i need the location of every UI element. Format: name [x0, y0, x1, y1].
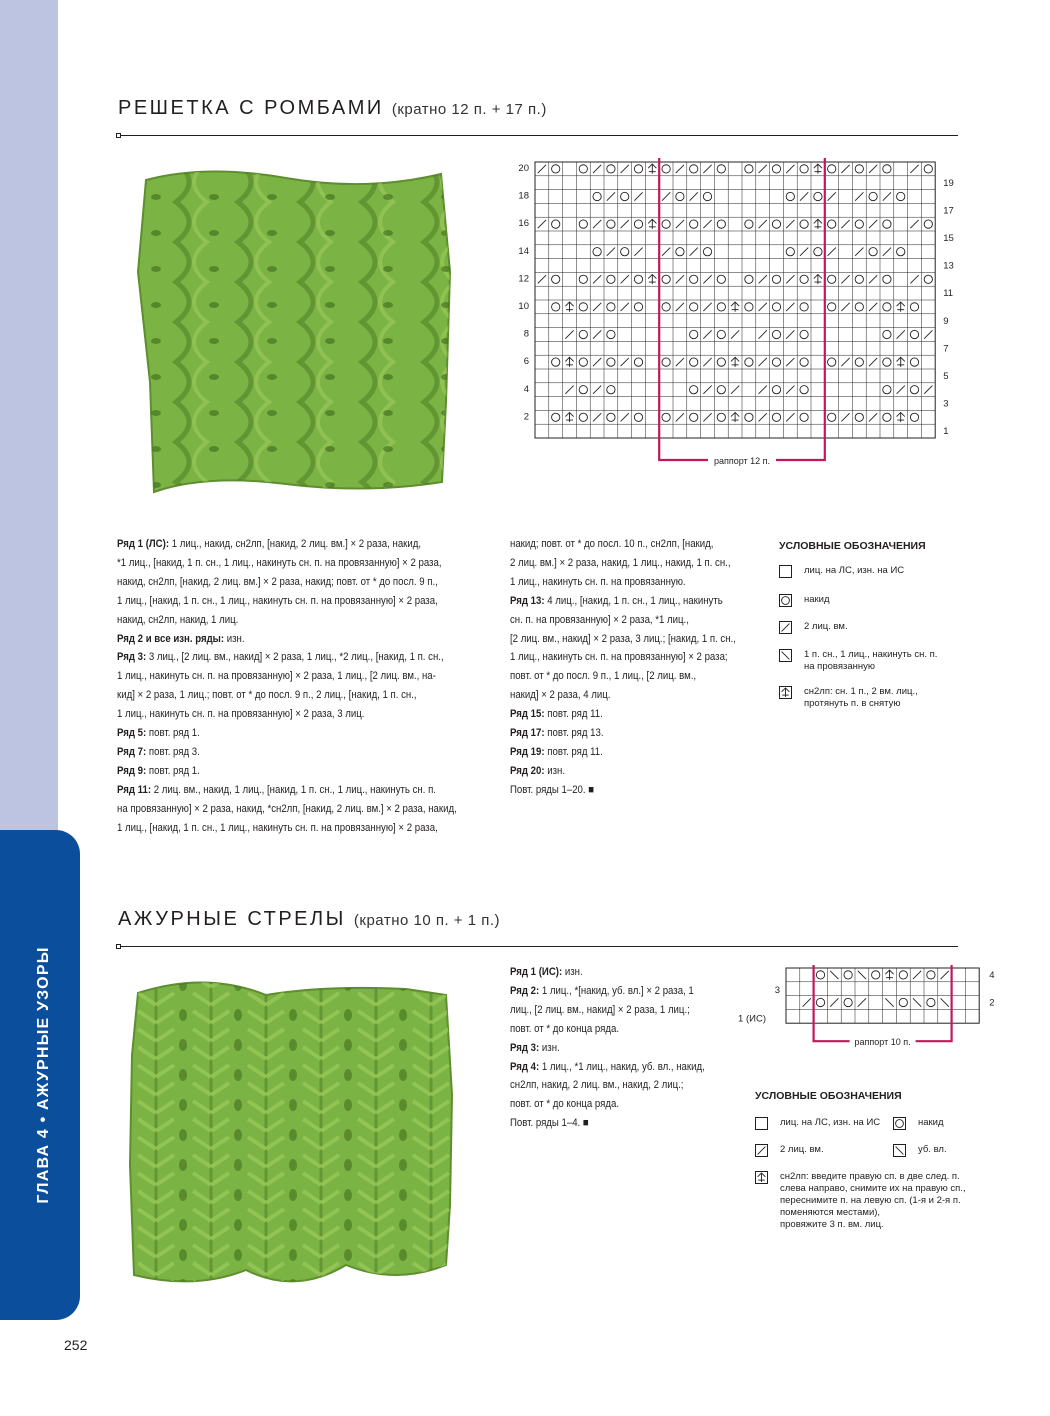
row-text: 2 лиц. вм., накид, 1 лиц., [накид, 1 п. сн., 1 лиц., накинуть сн. п.	[151, 783, 436, 796]
legend-text: слева направо, снимите их на правую сп.,	[780, 1183, 966, 1194]
chart-row-label: 15	[943, 233, 954, 244]
instruction-line	[510, 724, 736, 743]
instruction-line	[117, 724, 457, 743]
row-text: повт. ряд 11.	[544, 708, 603, 721]
legend-item	[755, 1144, 824, 1157]
chart-row-label: 2	[523, 411, 529, 423]
row-text: повт. от * до конца ряда.	[510, 1022, 620, 1035]
pattern1-rule	[118, 135, 958, 136]
row-label: Ряд 17:	[510, 727, 545, 740]
row-label: Ряд 4:	[510, 1060, 540, 1073]
chart-grid	[786, 968, 979, 1023]
instruction-line	[510, 982, 705, 1001]
instruction-line	[117, 819, 457, 838]
sidebar-light-band	[0, 0, 58, 830]
row-text: повт. ряд 1.	[146, 764, 200, 777]
row-text: изн.	[544, 764, 566, 777]
legend-text: накид	[804, 594, 830, 605]
legend-text: провяжите 3 п. вм. лиц.	[780, 1219, 884, 1230]
row-text: повт. ряд 1.	[146, 727, 200, 740]
instruction-line	[510, 781, 736, 800]
pattern2-title	[118, 908, 500, 931]
instruction-line	[510, 1076, 705, 1095]
row-label: Ряд 19:	[510, 745, 545, 758]
instruction-line	[117, 781, 457, 800]
rule-dot	[116, 944, 121, 949]
pattern2-multiple: (кратно 10 п. + 1 п.)	[353, 912, 501, 929]
chart-row-label: 16	[518, 218, 529, 230]
row-text: Повт. ряды 1–4. ■	[510, 1117, 589, 1130]
row-text: повт. ряд 13.	[544, 727, 604, 740]
chart-row-label: 3	[774, 984, 780, 996]
pattern1-chart	[500, 160, 970, 470]
row-text: изн.	[562, 966, 583, 978]
instruction-line	[117, 800, 457, 819]
pattern1-swatch-svg	[116, 152, 468, 510]
row-text: [2 лиц. вм., накид] × 2 раза, 3 лиц.; [накид, 1 п. сн.,	[510, 632, 736, 645]
row-text: 1 лиц., *1 лиц., накид, уб. вл., накид,	[539, 1060, 705, 1073]
legend-text: 1 п. сн., 1 лиц., накинуть сн. п.	[804, 649, 938, 660]
row-label: Ряд 1 (ИС):	[510, 966, 563, 978]
instruction-line	[510, 705, 736, 724]
instruction-line	[510, 1020, 705, 1039]
instruction-line	[510, 1095, 705, 1114]
instruction-line	[510, 667, 736, 686]
chart-row-label: 2	[989, 997, 995, 1009]
row-text: 1 лиц., *[накид, уб. вл.] × 2 раза, 1	[539, 984, 694, 997]
pattern1-title	[118, 97, 547, 120]
instruction-line	[510, 963, 705, 982]
instruction-line	[510, 554, 736, 573]
row-text: лиц., [2 лиц. вм., накид] × 2 раза, 1 лиц.;	[510, 1003, 690, 1016]
row-label: Ряд 3:	[117, 651, 147, 664]
row-text: 2 лиц. вм.] × 2 раза, накид, 1 лиц., накид, 1 п. сн.,	[510, 556, 731, 569]
row-label: Ряд 11:	[117, 783, 152, 796]
row-label: Ряд 7:	[117, 745, 147, 758]
pattern2-title-text: АЖУРНЫЕ СТРЕЛЫ	[118, 908, 346, 930]
legend-item	[779, 621, 848, 634]
instruction-line	[117, 686, 457, 705]
pattern1-legend-title: УСЛОВНЫЕ ОБОЗНАЧЕНИЯ	[779, 540, 926, 552]
row-text: сн2лп, накид, 2 лиц. вм., накид, 2 лиц.;	[510, 1079, 684, 1092]
legend-text: 2 лиц. вм.	[804, 621, 848, 632]
row-text: *1 лиц., [накид, 1 п. сн., 1 лиц., накинуть сн. п. на провязанную] × 2 раза,	[117, 556, 442, 569]
k2tog-symbol	[779, 621, 792, 634]
repeat-label: раппорт 10 п.	[854, 1037, 911, 1048]
chart-row-label: 5	[943, 371, 949, 382]
chart-row-label: 6	[523, 356, 529, 368]
legend-text: поменяются местами),	[780, 1207, 881, 1218]
chart-row-label: 3	[943, 398, 949, 410]
legend-text: сн2лп: введите правую сп. в две след. п.	[780, 1171, 960, 1182]
row-label: Ряд 13:	[510, 594, 545, 607]
knit-symbol	[755, 1117, 768, 1130]
pattern1-instructions-col2	[510, 535, 736, 800]
ssk-symbol	[893, 1144, 906, 1157]
chart-row-label: 13	[943, 260, 954, 272]
legend-text: 2 лиц. вм.	[780, 1144, 824, 1155]
chart-row-label: 9	[943, 315, 949, 327]
legend-text: сн2лп: сн. 1 п., 2 вм. лиц.,	[804, 686, 918, 697]
k2tog-symbol	[755, 1144, 768, 1157]
legend-text: накид	[918, 1117, 944, 1128]
row-text: кид] × 2 раза, 1 лиц.; повт. от * до посл. 9 п., 2 лиц., [накид, 1 п. сн.,	[117, 689, 417, 702]
row-text: изн.	[539, 1041, 560, 1054]
rule-dot	[116, 133, 121, 138]
instruction-line	[117, 667, 457, 686]
instruction-line	[510, 1114, 705, 1133]
instruction-line	[510, 762, 736, 781]
instruction-line	[117, 573, 457, 592]
instruction-line	[117, 592, 457, 611]
instruction-line	[510, 573, 736, 592]
pattern2-swatch-svg	[116, 965, 468, 1310]
chart-grid	[535, 162, 935, 438]
instruction-line	[510, 1039, 705, 1058]
yarn-over-symbol	[779, 594, 792, 607]
legend-text: переснимите п. на левую сп. (1-я и 2-я п.	[780, 1195, 961, 1206]
row-text: накид] × 2 раза, 4 лиц.	[510, 689, 611, 702]
row-label: Ряд 9:	[117, 764, 147, 777]
instruction-line	[510, 611, 736, 630]
row-text: повт. ряд 3.	[146, 745, 200, 758]
instruction-line	[510, 630, 736, 649]
instruction-line	[510, 592, 736, 611]
legend-item	[755, 1171, 966, 1231]
legend-item	[755, 1117, 880, 1130]
chart-row-label: 10	[518, 301, 529, 312]
yarn-over-symbol	[893, 1117, 906, 1130]
pattern2-swatch-image	[116, 965, 468, 1310]
row-text: сн. п. на провязанную] × 2 раза, *1 лиц.,	[510, 613, 689, 626]
row-text: изн.	[224, 632, 245, 645]
instruction-line	[117, 535, 457, 554]
knit-symbol	[779, 565, 792, 578]
ssk-symbol	[779, 649, 792, 662]
row-text: 1 лиц., накинуть сн. п. на провязанную] × 2 раза, 1 лиц., [2 лиц. вм., на-	[117, 670, 436, 683]
row-label: Ряд 5:	[117, 727, 147, 740]
legend-item	[779, 565, 904, 578]
chart-row-label: 17	[943, 205, 954, 217]
instruction-line	[117, 554, 457, 573]
legend-text: на провязанную	[804, 661, 875, 672]
row-text: Повт. ряды 1–20. ■	[510, 783, 595, 796]
instruction-line	[510, 1058, 705, 1077]
legend-text: лиц. на ЛС, изн. на ИС	[780, 1117, 881, 1128]
legend-text: протянуть п. в снятую	[804, 698, 901, 709]
instruction-line	[117, 705, 457, 724]
pattern1-multiple: (кратно 12 п. + 17 п.)	[391, 101, 547, 118]
repeat-label: раппорт 12 п.	[713, 456, 771, 466]
chart-row-label: 4	[523, 383, 529, 395]
row-label: Ряд 1 (ЛС):	[117, 538, 170, 550]
pattern1-instructions-col1	[117, 535, 457, 838]
row-text: накид, сн2лп, [накид, 2 лиц. вм.] × 2 раза, накид; повт. от * до посл. 9 п.,	[117, 575, 438, 588]
instruction-line	[117, 611, 457, 630]
row-text: накид; повт. от * до посл. 10 п., сн2лп, [накид,	[510, 538, 714, 550]
row-text: повт. от * до посл. 9 п., 1 лиц., [2 лиц. вм.,	[510, 670, 697, 683]
row-text: накид, сн2лп, накид, 1 лиц.	[117, 613, 239, 626]
chart-row-label: 1 (ИС)	[738, 1013, 766, 1025]
instruction-line	[510, 686, 736, 705]
cdd-symbol	[779, 686, 792, 699]
row-label: Ряд 20:	[510, 764, 545, 777]
row-label: Ряд 2:	[510, 984, 540, 997]
row-text: 1 лиц., накинуть сн. п. на провязанную.	[510, 575, 686, 588]
legend-item	[893, 1144, 947, 1157]
row-text: 1 лиц., накид, сн2лп, [накид, 2 лиц. вм.] × 2 раза, накид,	[169, 538, 422, 550]
instruction-line	[510, 648, 736, 667]
legend-item	[779, 594, 830, 607]
legend-text: лиц. на ЛС, изн. на ИС	[804, 565, 905, 576]
pattern2-rule	[118, 946, 958, 947]
chart-row-label: 4	[989, 970, 995, 981]
row-label: Ряд 3:	[510, 1041, 540, 1054]
row-text: 3 лиц., [2 лиц. вм., накид] × 2 раза, 1 лиц., *2 лиц., [накид, 1 п. сн.,	[146, 651, 444, 664]
pattern2-legend-title: УСЛОВНЫЕ ОБОЗНАЧЕНИЯ	[755, 1090, 902, 1102]
chart-row-label: 14	[518, 245, 529, 257]
row-text: повт. от * до конца ряда.	[510, 1098, 620, 1111]
chapter-label: ГЛАВА 4 • АЖУРНЫЕ УЗОРЫ	[35, 946, 52, 1204]
pattern2-instructions	[510, 963, 705, 1133]
row-label: Ряд 15:	[510, 708, 545, 721]
chart-row-label: 8	[523, 328, 529, 340]
pattern1-title-text: РЕШЕТКА С РОМБАМИ	[118, 97, 384, 119]
chart-row-label: 7	[943, 343, 949, 355]
legend-item	[893, 1117, 944, 1130]
chart-row-label: 1	[943, 426, 949, 438]
row-text: 1 лиц., [накид, 1 п. сн., 1 лиц., накинуть сн. п. на провязанную] × 2 раза,	[117, 821, 438, 834]
instruction-line	[117, 648, 457, 667]
pattern1-swatch-image	[116, 152, 468, 510]
row-text: на провязанную] × 2 раза, накид, *сн2лп, [накид, 2 лиц. вм.] × 2 раза, накид,	[117, 802, 457, 815]
row-text: 1 лиц., накинуть сн. п. на провязанную] × 2 раза, 3 лиц.	[117, 708, 365, 721]
chart-row-label: 18	[518, 190, 529, 202]
instruction-line	[117, 630, 457, 649]
legend-item	[779, 686, 918, 710]
page-number: 252	[64, 1337, 88, 1353]
instruction-line	[510, 535, 736, 554]
chart-row-label: 19	[943, 177, 954, 189]
instruction-line	[117, 743, 457, 762]
chart-row-label: 11	[943, 288, 954, 300]
legend-item	[779, 649, 937, 673]
pattern2-chart	[730, 963, 995, 1053]
row-label: Ряд 2 и все изн. ряды:	[117, 632, 225, 645]
row-text: 1 лиц., [накид, 1 п. сн., 1 лиц., накинуть сн. п. на провязанную] × 2 раза,	[117, 594, 438, 607]
cdd-symbol	[755, 1171, 768, 1184]
instruction-line	[510, 743, 736, 762]
chart-row-label: 12	[518, 273, 529, 285]
row-text: 1 лиц., накинуть сн. п. на провязанную] × 2 раза;	[510, 651, 728, 664]
legend-text: уб. вл.	[918, 1144, 947, 1155]
chart-row-label: 20	[518, 163, 529, 174]
instruction-line	[510, 1001, 705, 1020]
row-text: 4 лиц., [накид, 1 п. сн., 1 лиц., накинуть	[544, 594, 723, 607]
instruction-line	[117, 762, 457, 781]
row-text: повт. ряд 11.	[544, 745, 603, 758]
